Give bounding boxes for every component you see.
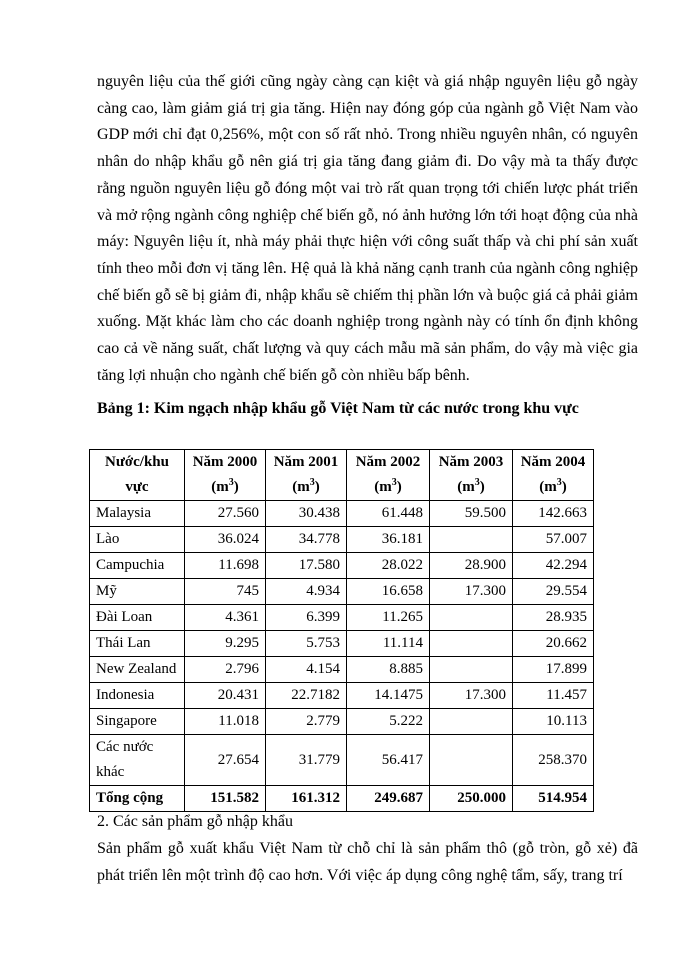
table-row xyxy=(90,527,594,553)
table-cell: 8.885 xyxy=(347,657,430,683)
header-unit-sup: 3 xyxy=(309,477,315,488)
table-row xyxy=(90,631,594,657)
table-cell: 11.018 xyxy=(185,709,266,735)
table-cell: 29.554 xyxy=(513,579,594,605)
table-cell: 56.417 xyxy=(347,735,430,786)
table-cell: 6.399 xyxy=(266,605,347,631)
table-cell: 57.007 xyxy=(513,527,594,553)
table-cell: 11.265 xyxy=(347,605,430,631)
table-row xyxy=(90,735,594,786)
header-country xyxy=(90,450,185,501)
table-cell: 142.663 xyxy=(513,501,594,527)
header-unit-close: ) xyxy=(396,479,402,495)
table-cell-country: New Zealand xyxy=(90,657,185,683)
header-year-label: Năm 2002 xyxy=(355,454,421,470)
table-caption: Bảng 1: Kim ngạch nhập khẩu gỗ Việt Nam từ các nước trong khu vực xyxy=(97,400,579,417)
total-cell: 249.687 xyxy=(347,786,430,812)
total-label: Tổng cộng xyxy=(90,786,185,812)
table-cell-country: Malaysia xyxy=(90,501,185,527)
table-cell: 9.295 xyxy=(185,631,266,657)
header-unit-sup: 3 xyxy=(556,477,562,488)
table-row xyxy=(90,579,594,605)
table-cell: 2.779 xyxy=(266,709,347,735)
total-cell: 151.582 xyxy=(185,786,266,812)
table-cell: 34.778 xyxy=(266,527,347,553)
table-cell: 258.370 xyxy=(513,735,594,786)
body-paragraph-1: nguyên liệu của thế giới cũng ngày càng cạn kiệt và giá nhập nguyên liệu gỗ ngày càng cao, làm giảm giá trị gia tăng. Hiện nay đóng góp của ngành gỗ Việt Nam vào GDP mới chỉ đạt 0,256%, một con số rất nhỏ. Trong nhiều nguyên nhân, có nguyên nhân do nhập khẩu gỗ nên giá trị gia tăng đang giảm đi. Do vậy mà ta thấy được rằng nguồn nguyên liệu gỗ đóng một vai trò rất quan trọng tới chiến lược phát triển và mở rộng ngành công nghiệp chế biến gỗ, nó ảnh hưởng lớn tới hoạt động của nhà máy: Nguyên liệu ít, nhà máy phải thực hiện với công suất thấp và chi phí sản xuất tính theo mỗi đơn vị tăng lên. Hệ quả là khả năng cạnh tranh của ngành công nghiệp chế biến gỗ sẽ bị giảm đi, nhập khẩu sẽ chiếm thị phần lớn và buộc giá cả phải giảm xuống. Mặt khác làm cho các doanh nghiệp trong ngành này có tính ổn định không cao cả về năng suất, chất lượng và quy cách mẫu mã sản phẩm, do vậy mà việc gia tăng lợi nhuận cho ngành chế biến gỗ còn nhiều bấp bênh. xyxy=(97,73,638,384)
table-row xyxy=(90,709,594,735)
table-cell xyxy=(430,735,513,786)
table-cell: 11.114 xyxy=(347,631,430,657)
total-cell: 250.000 xyxy=(430,786,513,812)
table-cell: 4.361 xyxy=(185,605,266,631)
table-cell-country: Đài Loan xyxy=(90,605,185,631)
table-cell: 36.024 xyxy=(185,527,266,553)
table-cell-country: Indonesia xyxy=(90,683,185,709)
header-unit-close: ) xyxy=(233,479,239,495)
header-unit: (m xyxy=(292,479,310,495)
table-cell: 11.698 xyxy=(185,553,266,579)
table-header-row xyxy=(90,450,594,501)
header-unit-close: ) xyxy=(479,479,485,495)
table-row xyxy=(90,605,594,631)
table-cell: 42.294 xyxy=(513,553,594,579)
table-cell: 27.560 xyxy=(185,501,266,527)
header-year-label: Năm 2004 xyxy=(520,454,586,470)
header-unit-sup: 3 xyxy=(391,477,397,488)
table-cell: 36.181 xyxy=(347,527,430,553)
table-cell: 22.7182 xyxy=(266,683,347,709)
table-cell-country: Campuchia xyxy=(90,553,185,579)
import-table xyxy=(89,449,594,812)
table-cell: 5.222 xyxy=(347,709,430,735)
table-cell: 745 xyxy=(185,579,266,605)
table-cell xyxy=(430,709,513,735)
header-unit-sup: 3 xyxy=(228,477,234,488)
table-cell-country: Các nước khác xyxy=(90,735,185,786)
table-cell: 10.113 xyxy=(513,709,594,735)
table-cell: 28.935 xyxy=(513,605,594,631)
table-row xyxy=(90,657,594,683)
table-row xyxy=(90,501,594,527)
table-cell xyxy=(430,657,513,683)
table-cell: 17.580 xyxy=(266,553,347,579)
header-unit-close: ) xyxy=(561,479,567,495)
table-cell: 2.796 xyxy=(185,657,266,683)
header-year-2003 xyxy=(430,450,513,501)
table-cell: 31.779 xyxy=(266,735,347,786)
table-cell: 27.654 xyxy=(185,735,266,786)
table-cell: 11.457 xyxy=(513,683,594,709)
table-cell: 5.753 xyxy=(266,631,347,657)
table-cell: 28.022 xyxy=(347,553,430,579)
header-year-label: Năm 2003 xyxy=(438,454,504,470)
table-cell xyxy=(430,605,513,631)
table-cell-country: Lào xyxy=(90,527,185,553)
section-heading: 2. Các sản phẩm gỗ nhập khẩu xyxy=(97,813,293,830)
header-unit: (m xyxy=(211,479,229,495)
table-cell: 61.448 xyxy=(347,501,430,527)
table-cell: 30.438 xyxy=(266,501,347,527)
table-row xyxy=(90,683,594,709)
header-country-line2: vực xyxy=(125,479,149,495)
table-cell: 17.300 xyxy=(430,579,513,605)
header-unit: (m xyxy=(457,479,475,495)
table-cell: 20.662 xyxy=(513,631,594,657)
table-cell: 20.431 xyxy=(185,683,266,709)
header-unit: (m xyxy=(374,479,392,495)
table-cell: 17.300 xyxy=(430,683,513,709)
header-unit-close: ) xyxy=(314,479,320,495)
header-unit-sup: 3 xyxy=(474,477,480,488)
header-year-label: Năm 2001 xyxy=(273,454,339,470)
table-cell-country: Singapore xyxy=(90,709,185,735)
body-paragraph-2: Sản phẩm gỗ xuất khẩu Việt Nam từ chỗ chỉ là sản phẩm thô (gỗ tròn, gỗ xẻ) đã phát triển lên một trình độ cao hơn. Với việc áp dụng công nghệ tẩm, sấy, trang trí xyxy=(97,840,638,884)
header-year-2002 xyxy=(347,450,430,501)
table-total-row xyxy=(90,786,594,812)
table-cell-country: Mỹ xyxy=(90,579,185,605)
table-cell: 16.658 xyxy=(347,579,430,605)
header-year-2001 xyxy=(266,450,347,501)
table-cell: 4.154 xyxy=(266,657,347,683)
table-cell: 59.500 xyxy=(430,501,513,527)
table-cell xyxy=(430,527,513,553)
table-cell: 14.1475 xyxy=(347,683,430,709)
table-cell: 4.934 xyxy=(266,579,347,605)
table-cell xyxy=(430,631,513,657)
total-cell: 161.312 xyxy=(266,786,347,812)
header-country-line1: Nước/khu xyxy=(105,454,169,470)
header-year-2000 xyxy=(185,450,266,501)
total-cell: 514.954 xyxy=(513,786,594,812)
header-year-2004 xyxy=(513,450,594,501)
table-cell: 28.900 xyxy=(430,553,513,579)
header-unit: (m xyxy=(539,479,557,495)
table-row xyxy=(90,553,594,579)
table-cell-country: Thái Lan xyxy=(90,631,185,657)
table-cell: 17.899 xyxy=(513,657,594,683)
header-year-label: Năm 2000 xyxy=(192,454,258,470)
